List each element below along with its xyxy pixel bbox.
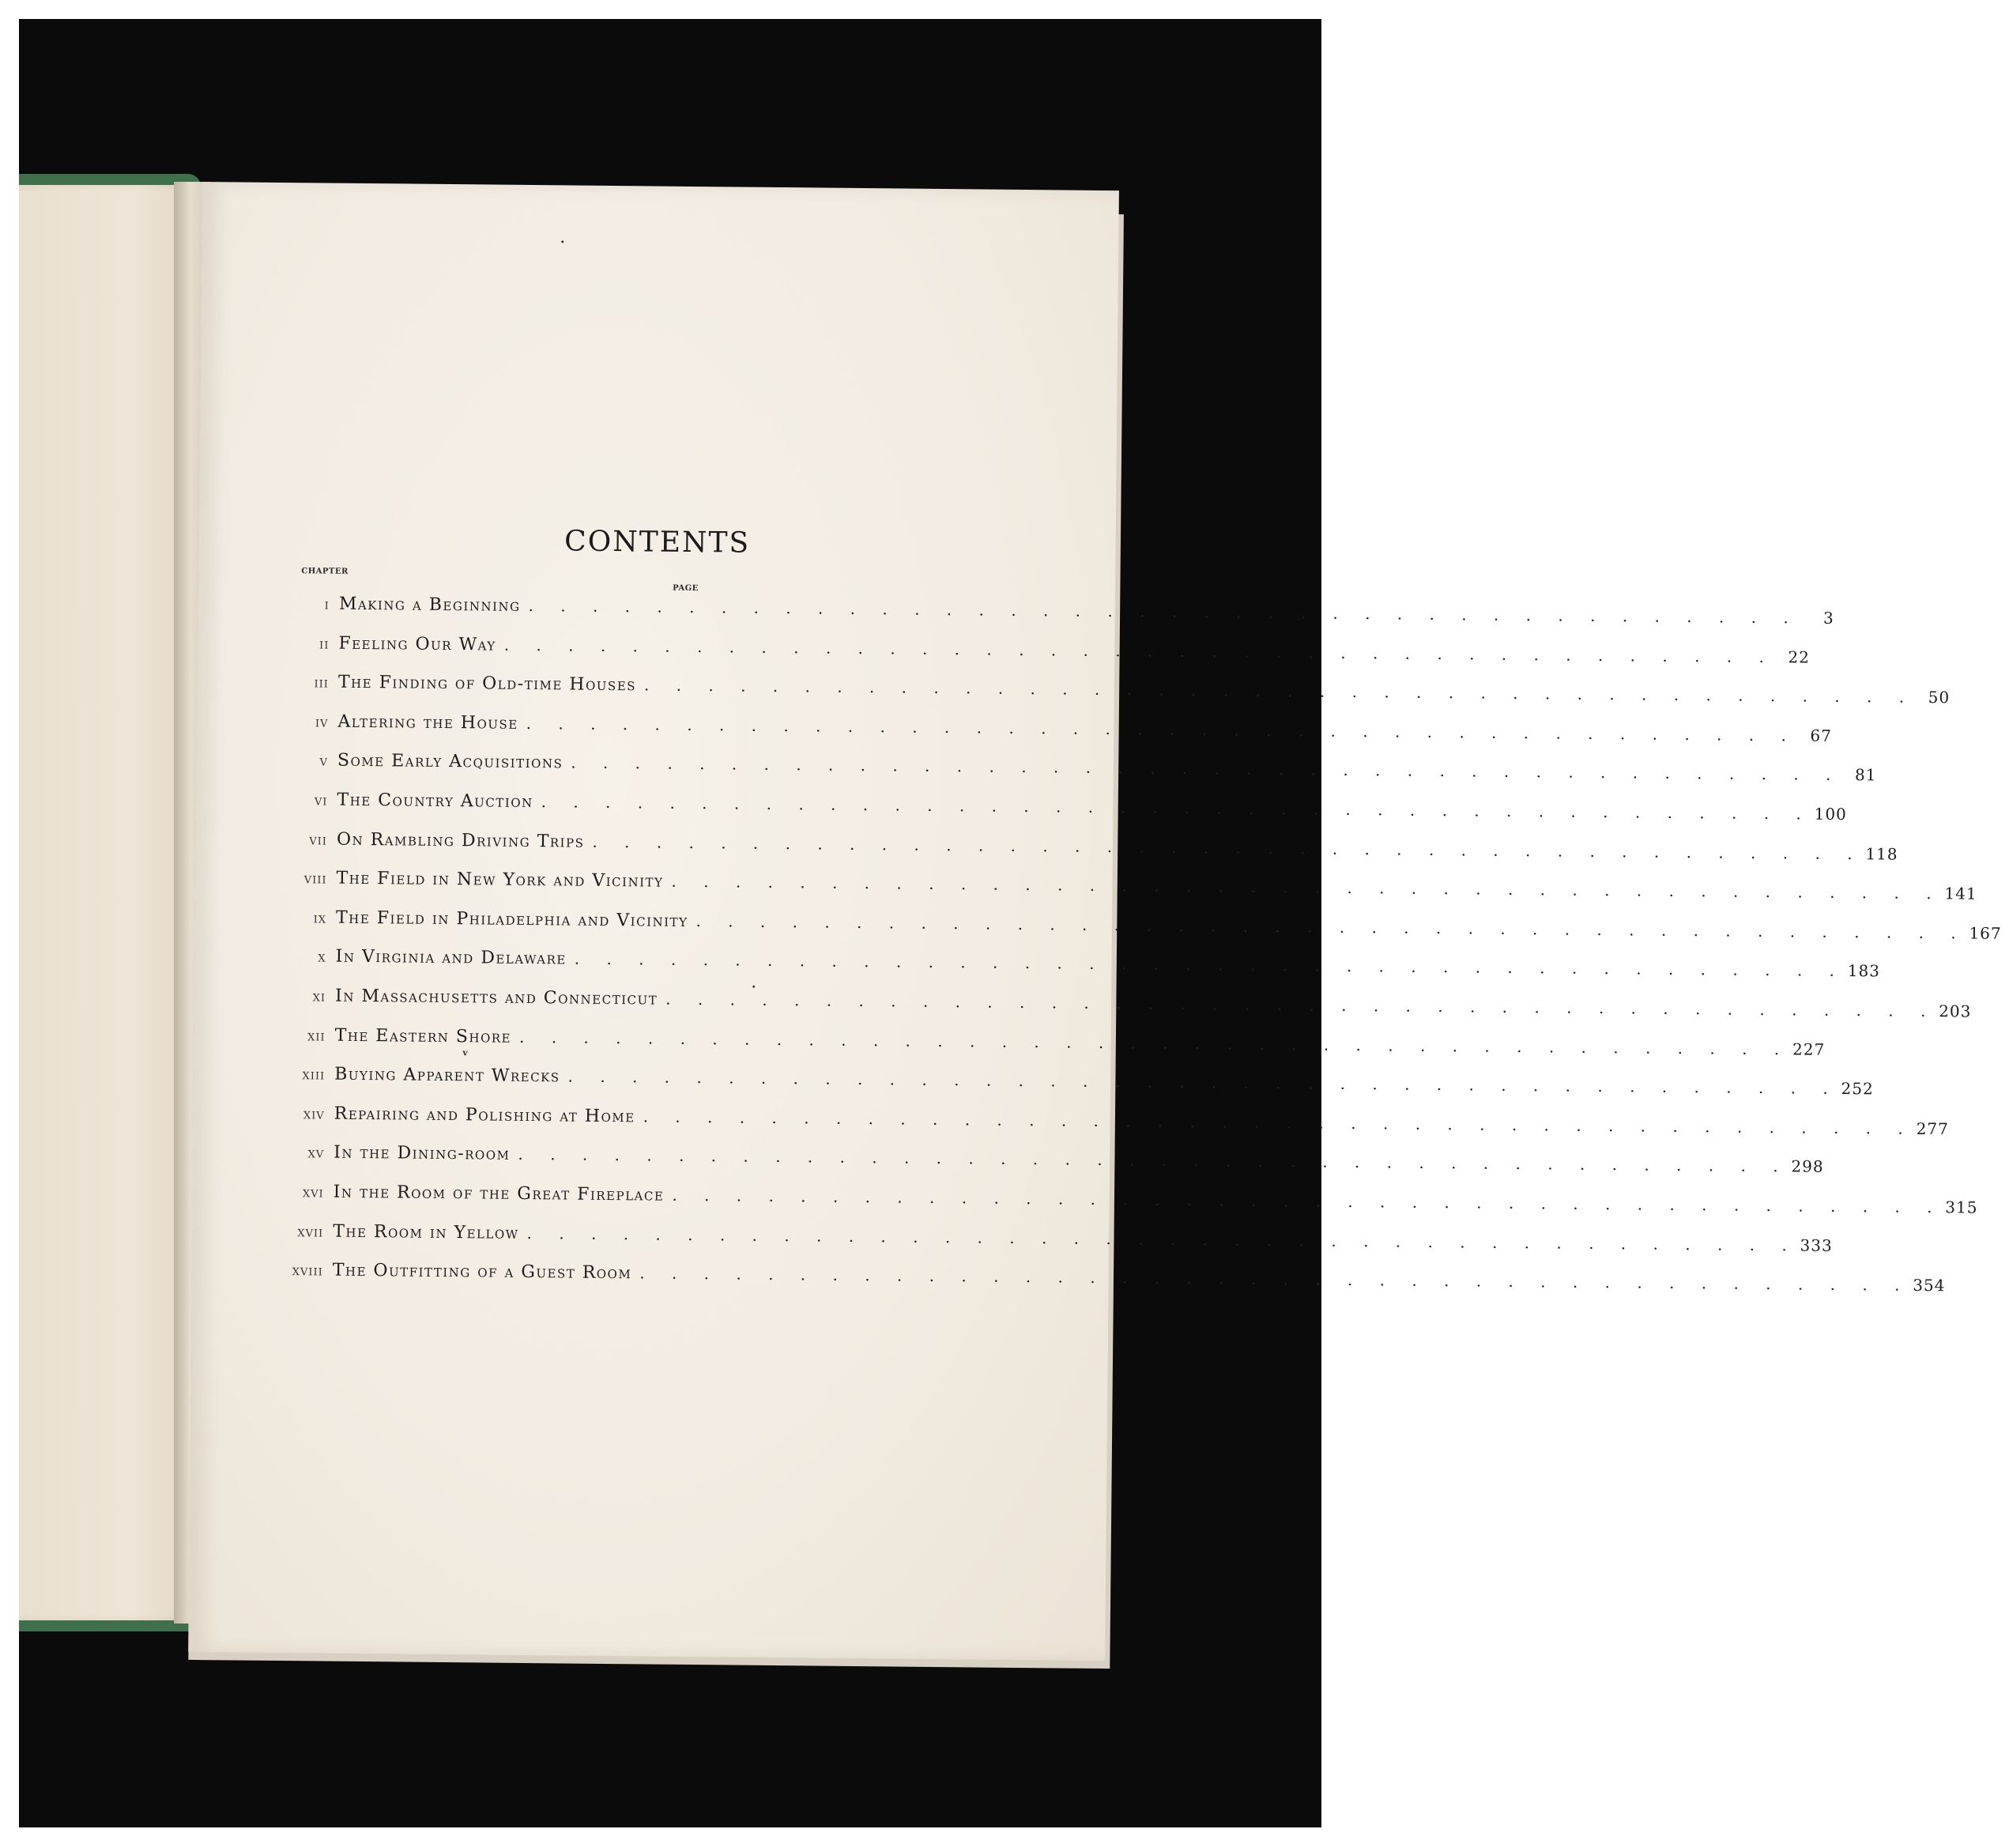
chapter-title: In Massachusetts and Connecticut bbox=[334, 986, 658, 1009]
chapter-number: XIV bbox=[303, 1110, 325, 1122]
dot-leader: . . . . . . . . . . . . . . . . . . . . . . . . . . . . . . . . . . . . . . . . bbox=[695, 911, 1967, 943]
toc-entry bbox=[276, 750, 1877, 794]
chapter-title: On Rambling Driving Trips bbox=[336, 829, 585, 852]
chapter-page-number: 50 bbox=[1928, 688, 1951, 707]
chapter-number: II bbox=[319, 639, 330, 652]
toc-entry bbox=[271, 1182, 1978, 1225]
dot-leader: . . . . . . . . . . . . . . . . . . . . . . . . . . . . . . . . . . . . . . . . bbox=[574, 949, 1846, 981]
chapter-title: In the Room of the Great Fireplace bbox=[333, 1182, 665, 1205]
dot-leader: . . . . . . . . . . . . . . . . . . . . . . . . . . . . . . . . . . . . . . . . bbox=[643, 1107, 1914, 1138]
chapter-page-number: 315 bbox=[1945, 1197, 1978, 1217]
chapter-title: Altering the House bbox=[337, 711, 518, 734]
chapter-number: X bbox=[318, 952, 326, 965]
chapter-page-number: 81 bbox=[1854, 765, 1877, 785]
page-title: CONTENTS bbox=[564, 525, 751, 560]
paper-speck bbox=[752, 986, 755, 988]
dot-leader: . . . . . . . . . . . . . . . . . . . . . . . . . . . . . . . . . . . . . . . . bbox=[592, 832, 1864, 863]
left-page bbox=[19, 185, 183, 1620]
toc-entry bbox=[277, 633, 1811, 677]
chapter-page-number: 118 bbox=[1865, 843, 1898, 864]
dot-leader: . . . . . . . . . . . . . . . . . . . . . . . . . . . . . . . . . . . . . . . . bbox=[541, 792, 1812, 824]
chapter-page-number: 100 bbox=[1814, 804, 1847, 824]
toc-entry bbox=[270, 1260, 1946, 1303]
chapter-title: The Eastern Shore bbox=[334, 1025, 512, 1047]
chapter-number: XI bbox=[312, 992, 326, 1005]
toc-entry bbox=[277, 672, 1951, 715]
chapter-number: VII bbox=[309, 835, 328, 848]
dot-leader: . . . . . . . . . . . . . . . . . . . . . . . . . . . . . . . . . . . . . . . . bbox=[571, 752, 1842, 785]
chapter-number: V bbox=[319, 756, 329, 769]
scan-background bbox=[19, 19, 2002, 1827]
toc-entry bbox=[273, 1064, 1874, 1107]
chapter-number: VIII bbox=[303, 874, 327, 887]
toc-entry bbox=[275, 828, 1898, 872]
chapter-title: In the Dining-room bbox=[334, 1142, 511, 1165]
dot-leader: . . . . . . . . . . . . . . . . . . . . . . . . . . . . . . . . . . . . . . . . bbox=[518, 1145, 1789, 1176]
chapter-number: VI bbox=[314, 796, 328, 809]
chapter-page-number: 227 bbox=[1792, 1039, 1826, 1059]
contents-page bbox=[188, 182, 2002, 1661]
dot-leader: . . . . . . . . . . . . . . . . . . . . . . . . . . . . . . . . . . . . . . . . bbox=[671, 871, 1943, 903]
chapter-number: IX bbox=[313, 914, 327, 926]
chapter-page-number: 67 bbox=[1810, 726, 1833, 745]
paper-speck bbox=[561, 240, 564, 243]
chapter-title: Repairing and Polishing at Home bbox=[334, 1103, 635, 1127]
chapter-number: XIII bbox=[302, 1070, 326, 1083]
toc-entry bbox=[272, 1142, 1824, 1186]
chapter-page-number: 354 bbox=[1913, 1275, 1946, 1295]
toc-entry bbox=[274, 907, 2002, 951]
chapter-number: XVII bbox=[297, 1227, 324, 1240]
chapter-title: The Country Auction bbox=[337, 790, 533, 813]
toc-entry bbox=[273, 1024, 1826, 1068]
chapter-number: I bbox=[324, 600, 330, 613]
chapter-title: Buying Apparent Wrecks bbox=[334, 1064, 560, 1087]
chapter-title: Some Early Acquisitions bbox=[337, 751, 564, 773]
chapter-title: In Virginia and Delaware bbox=[335, 947, 567, 969]
chapter-number: XII bbox=[307, 1031, 326, 1044]
dot-leader: . . . . . . . . . . . . . . . . . . . . . . . . . . . . . . . . . . . . . . . . bbox=[503, 635, 1776, 666]
dot-leader: . . . . . . . . . . . . . . . . . . . . . . . . . . . . . . . . . . . . . . . . bbox=[528, 595, 1800, 628]
chapter-number: XVI bbox=[302, 1188, 324, 1201]
toc-entry bbox=[274, 868, 1977, 911]
page-folio: v bbox=[462, 1047, 468, 1058]
toc-entry bbox=[276, 711, 1833, 755]
page-column-label: PAGE bbox=[673, 583, 699, 594]
dot-leader: . . . . . . . . . . . . . . . . . . . . . . . . . . . . . . . . . . . . . . . . bbox=[643, 675, 1916, 707]
dot-leader: . . . . . . . . . . . . . . . . . . . . . . . . . . . . . . . . . . . . . . . . bbox=[518, 1027, 1791, 1058]
chapter-title: The Finding of Old-time Houses bbox=[337, 672, 637, 696]
dot-leader: . . . . . . . . . . . . . . . . . . . . . . . . . . . . . . . . . . . . . . . . bbox=[526, 1223, 1798, 1254]
dot-leader: . . . . . . . . . . . . . . . . . . . . . . . . . . . . . . . . . . . . . . . . bbox=[567, 1066, 1839, 1099]
chapter-number: IV bbox=[315, 718, 329, 730]
chapter-number: XV bbox=[307, 1148, 325, 1161]
toc-entry bbox=[275, 790, 1847, 833]
dot-leader: . . . . . . . . . . . . . . . . . . . . . . . . . . . . . . . . . . . . . . . . bbox=[672, 1185, 1943, 1217]
toc-entry bbox=[273, 986, 1972, 1029]
chapter-page-number: 298 bbox=[1791, 1156, 1824, 1177]
toc-entry bbox=[277, 594, 1834, 637]
chapter-page-number: 141 bbox=[1944, 884, 1977, 903]
dot-leader: . . . . . . . . . . . . . . . . . . . . . . . . . . . . . . . . . . . . . . . . bbox=[639, 1263, 1911, 1295]
toc-entry bbox=[272, 1103, 1949, 1147]
chapter-page-number: 167 bbox=[1969, 923, 2002, 943]
dot-leader: . . . . . . . . . . . . . . . . . . . . . . . . . . . . . . . . . . . . . . . . bbox=[665, 989, 1937, 1021]
contents-list bbox=[270, 594, 2002, 1303]
dot-leader: . . . . . . . . . . . . . . . . . . . . . . . . . . . . . . . . . . . . . . . . bbox=[526, 713, 1798, 745]
chapter-title: The Outfitting of a Guest Room bbox=[332, 1260, 632, 1284]
chapter-page-number: 203 bbox=[1939, 1001, 1972, 1021]
toc-entry bbox=[271, 1220, 1833, 1264]
chapter-page-number: 183 bbox=[1847, 961, 1881, 981]
chapter-title: Making a Beginning bbox=[338, 594, 521, 616]
chapter-page-number: 277 bbox=[1916, 1118, 1949, 1138]
chapter-title: The Field in New York and Vicinity bbox=[336, 868, 664, 892]
chapter-page-number: 3 bbox=[1822, 608, 1834, 628]
chapter-column-label: CHAPTER bbox=[301, 567, 349, 576]
chapter-page-number: 333 bbox=[1800, 1235, 1833, 1255]
toc-entry bbox=[273, 946, 1881, 990]
chapter-title: The Field in Philadelphia and Vicinity bbox=[335, 907, 688, 931]
chapter-title: Feeling Our Way bbox=[338, 633, 496, 655]
chapter-page-number: 252 bbox=[1841, 1079, 1874, 1099]
chapter-number: XVIII bbox=[292, 1266, 323, 1279]
chapter-title: The Room in Yellow bbox=[333, 1221, 519, 1243]
chapter-page-number: 22 bbox=[1788, 647, 1811, 667]
chapter-number: III bbox=[314, 678, 329, 691]
